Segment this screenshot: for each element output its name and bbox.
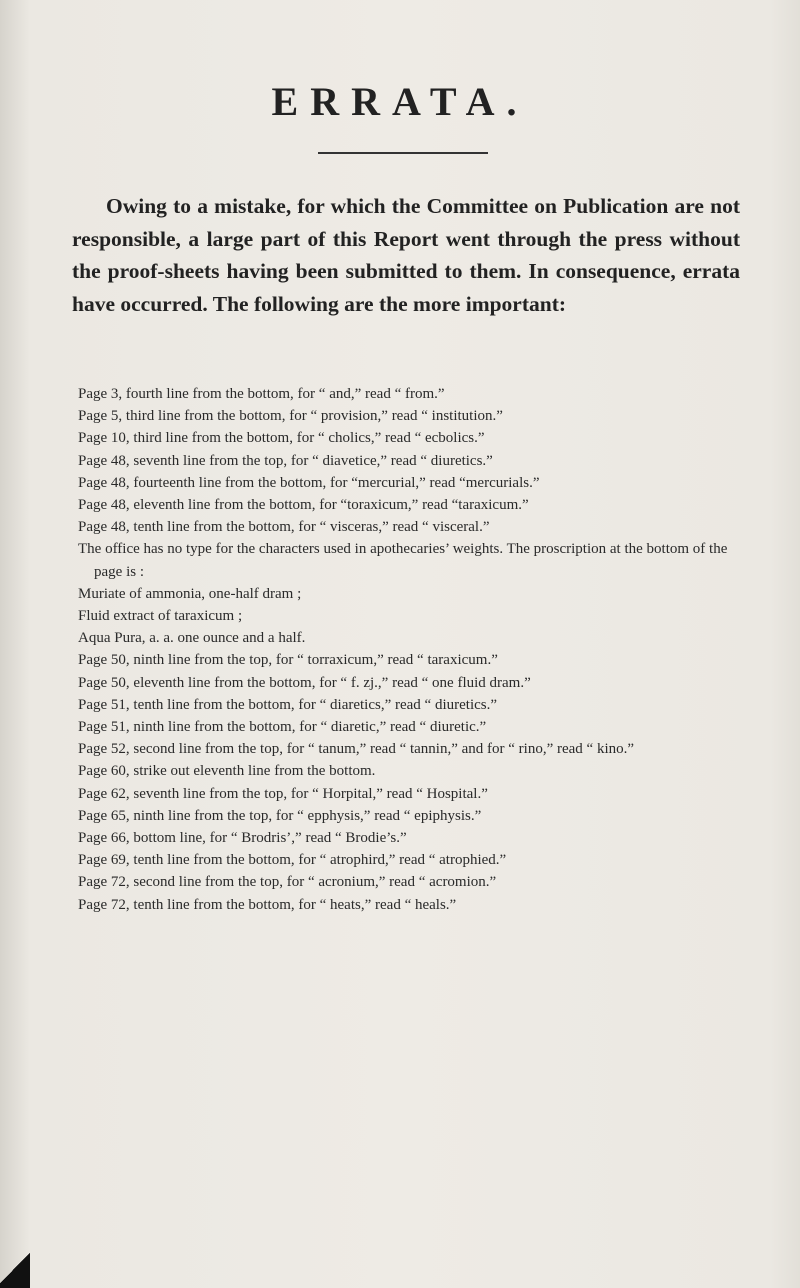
page-title: ERRATA. (271, 79, 529, 124)
errata-entry: Page 50, eleventh line from the bottom, for “ f. zj.,” read “ one fluid dram.” (78, 674, 531, 691)
errata-entry: Page 69, tenth line from the bottom, for “ atrophird,” read “ atrophied.” (78, 852, 507, 869)
errata-entry: Page 66, bottom line, for “ Brodris’,” read “ Brodie’s.” (78, 830, 407, 847)
intro-paragraph (72, 190, 740, 320)
errata-entry: Page 10, third line from the bottom, for “ cholics,” read “ ecbolics.” (78, 430, 485, 447)
errata-entry: Page 51, tenth line from the bottom, for “ diaretics,” read “ diuretics.” (78, 696, 498, 713)
errata-entry: Page 72, tenth line from the bottom, for “ heats,” read “ heals.” (78, 896, 457, 913)
errata-entry: Page 48, eleventh line from the bottom, for “toraxicum,” read “taraxicum.” (78, 497, 529, 514)
prescription-line: Fluid extract of taraxicum ; (78, 608, 243, 625)
errata-entry: Page 62, seventh line from the top, for “ Horpital,” read “ Hospital.” (78, 785, 488, 802)
prescription-line: Aqua Pura, a. a. one ounce and a half. (78, 630, 306, 647)
errata-entry: Page 72, second line from the top, for “ acronium,” read “ acromion.” (78, 874, 497, 891)
errata-entry: Page 52, second line from the top, for “ tanum,” read “ tannin,” and for “ rino,” read “ kino.” (78, 741, 635, 758)
errata-entry: Page 50, ninth line from the top, for “ torraxicum,” read “ taraxicum.” (78, 652, 498, 669)
prescription-line: Muriate of ammonia, one-half dram ; (78, 585, 302, 602)
errata-entry: Page 5, third line from the bottom, for “ provision,” read “ institution.” (78, 408, 503, 425)
errata-entry: Page 60, strike out eleventh line from the bottom. (78, 763, 376, 780)
errata-entry: Page 48, seventh line from the top, for “ diavetice,” read “ diuretics.” (78, 452, 493, 469)
errata-list (78, 383, 758, 916)
errata-entry: Page 48, fourteenth line from the bottom, for “mercurial,” read “mercurials.” (78, 474, 540, 491)
title-divider (318, 152, 488, 154)
intro-text: Owing to a mistake, for which the Committee on Publication are not responsible, a large part of this Report went through the press without the proof-sheets having been submitted to them. In consequence, errata have occurred. The following are the more important: (72, 194, 740, 316)
scan-corner-mark (0, 1248, 30, 1288)
errata-entry: Page 65, ninth line from the top, for “ epphysis,” read “ epiphysis.” (78, 807, 482, 824)
errata-note: The office has no type for the characters used in apothecaries’ weights. The proscription at the bottom of the page is : (78, 541, 728, 580)
errata-entry: Page 3, fourth line from the bottom, for “ and,” read “ from.” (78, 386, 445, 402)
errata-entry: Page 51, ninth line from the bottom, for “ diaretic,” read “ diuretic.” (78, 719, 487, 736)
errata-entry: Page 48, tenth line from the bottom, for “ visceras,” read “ visceral.” (78, 519, 490, 536)
